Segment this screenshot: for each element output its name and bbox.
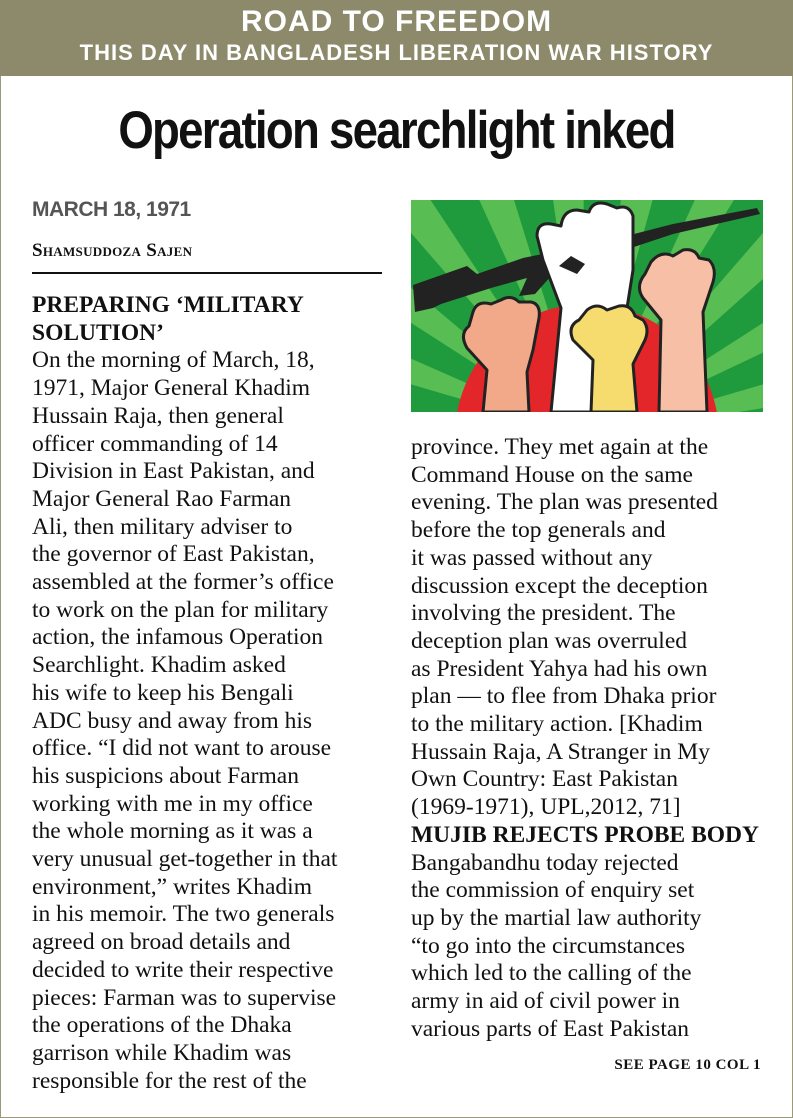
text-line: very unusual get-together in that	[32, 846, 338, 873]
text-line: the commission of enquiry set	[411, 877, 695, 904]
text-line: province. They met again at the	[411, 434, 709, 460]
text-line: On the morning of March, 18,	[32, 347, 315, 374]
banner-subtitle: THIS DAY IN BANGLADESH LIBERATION WAR HISTORY	[79, 40, 714, 65]
article-date: MARCH 18, 1971	[32, 198, 191, 221]
text-line: plan — to flee from Dhaka prior	[411, 683, 717, 710]
text-line: Command House on the same	[411, 461, 693, 488]
text-line: the governor of East Pakistan,	[32, 541, 315, 568]
text-line: ADC busy and away from his	[32, 707, 313, 734]
text-line: the whole morning as it was a	[32, 818, 313, 845]
text-line: pieces: Farman was to supervise	[32, 984, 337, 1011]
text-line: his wife to keep his Bengali	[32, 679, 294, 706]
text-line: to the military action. [Khadim	[411, 711, 703, 738]
subhead-mujib-rejects-probe-body: MUJIB REJECTS PROBE BODY	[411, 821, 759, 848]
text-line: various parts of East Pakistan	[411, 1015, 690, 1042]
illustration	[411, 200, 763, 412]
text-line: agreed on broad details and	[32, 929, 291, 956]
text-line: Own Country: East Pakistan	[411, 766, 678, 793]
column-1-lines	[32, 347, 392, 1095]
section-banner	[0, 0, 793, 76]
text-line: Searchlight. Khadim asked	[32, 652, 286, 679]
text-line: it was passed without any	[411, 544, 653, 571]
text-line: Division in East Pakistan, and	[32, 458, 315, 485]
text-line: to work on the plan for military	[32, 596, 329, 623]
text-line: involving the president. The	[411, 600, 676, 627]
text-line: army in aid of civil power in	[411, 988, 680, 1015]
text-line: the operations of the Dhaka	[32, 1012, 292, 1039]
article-column-1	[32, 292, 392, 1095]
text-line: as President Yahya had his own	[411, 655, 708, 682]
text-line: up by the martial law authority	[411, 904, 702, 931]
text-line: his suspicions about Farman	[32, 762, 299, 789]
text-line: action, the infamous Operation	[32, 624, 324, 651]
text-line: 1971, Major General Khadim	[32, 375, 311, 402]
text-line: deception plan was overruled	[411, 627, 688, 654]
raised-fists-rifle-icon	[411, 200, 763, 412]
continuation-note[interactable]: SEE PAGE 10 COL 1	[614, 1057, 761, 1073]
text-line: which led to the calling of the	[411, 960, 692, 987]
text-line: Major General Rao Farman	[32, 485, 292, 512]
column-2-lines-a	[411, 434, 771, 822]
text-line: (1969-1971), UPL,2012, 71]	[411, 794, 681, 821]
text-line: Hussain Raja, A Stranger in My	[411, 738, 710, 765]
text-line: environment,” writes Khadim	[32, 873, 312, 900]
text-line: responsible for the rest of the	[32, 1067, 307, 1094]
text-line: discussion except the deception	[411, 572, 708, 599]
article-headline: Operation searchlight inked	[118, 101, 675, 160]
article-column-2	[411, 434, 771, 1043]
text-line: “to go into the circumstances	[411, 932, 686, 959]
text-line: Hussain Raja, then general	[32, 402, 284, 429]
subhead-military-solution: PREPARING ‘MILITARY SOLUTION’	[32, 292, 303, 346]
text-line: office. “I did not want to arouse	[32, 735, 332, 762]
byline-divider	[32, 272, 382, 274]
article-byline: Shamsuddoza Sajen	[32, 240, 193, 261]
text-line: Ali, then military adviser to	[32, 513, 293, 540]
banner-title: ROAD TO FREEDOM	[240, 5, 553, 38]
text-line: in his memoir. The two generals	[32, 901, 335, 928]
text-line: Bangabandhu today rejected	[411, 849, 679, 876]
text-line: assembled at the former’s office	[32, 569, 334, 596]
text-line: officer commanding of 14	[32, 430, 278, 457]
text-line: garrison while Khadim was	[32, 1039, 292, 1066]
text-line: evening. The plan was presented	[411, 489, 718, 516]
text-line: working with me in my office	[32, 790, 313, 817]
text-line: before the top generals and	[411, 517, 666, 544]
column-2-lines-b	[411, 850, 771, 1044]
text-line: decided to write their respective	[32, 956, 334, 983]
